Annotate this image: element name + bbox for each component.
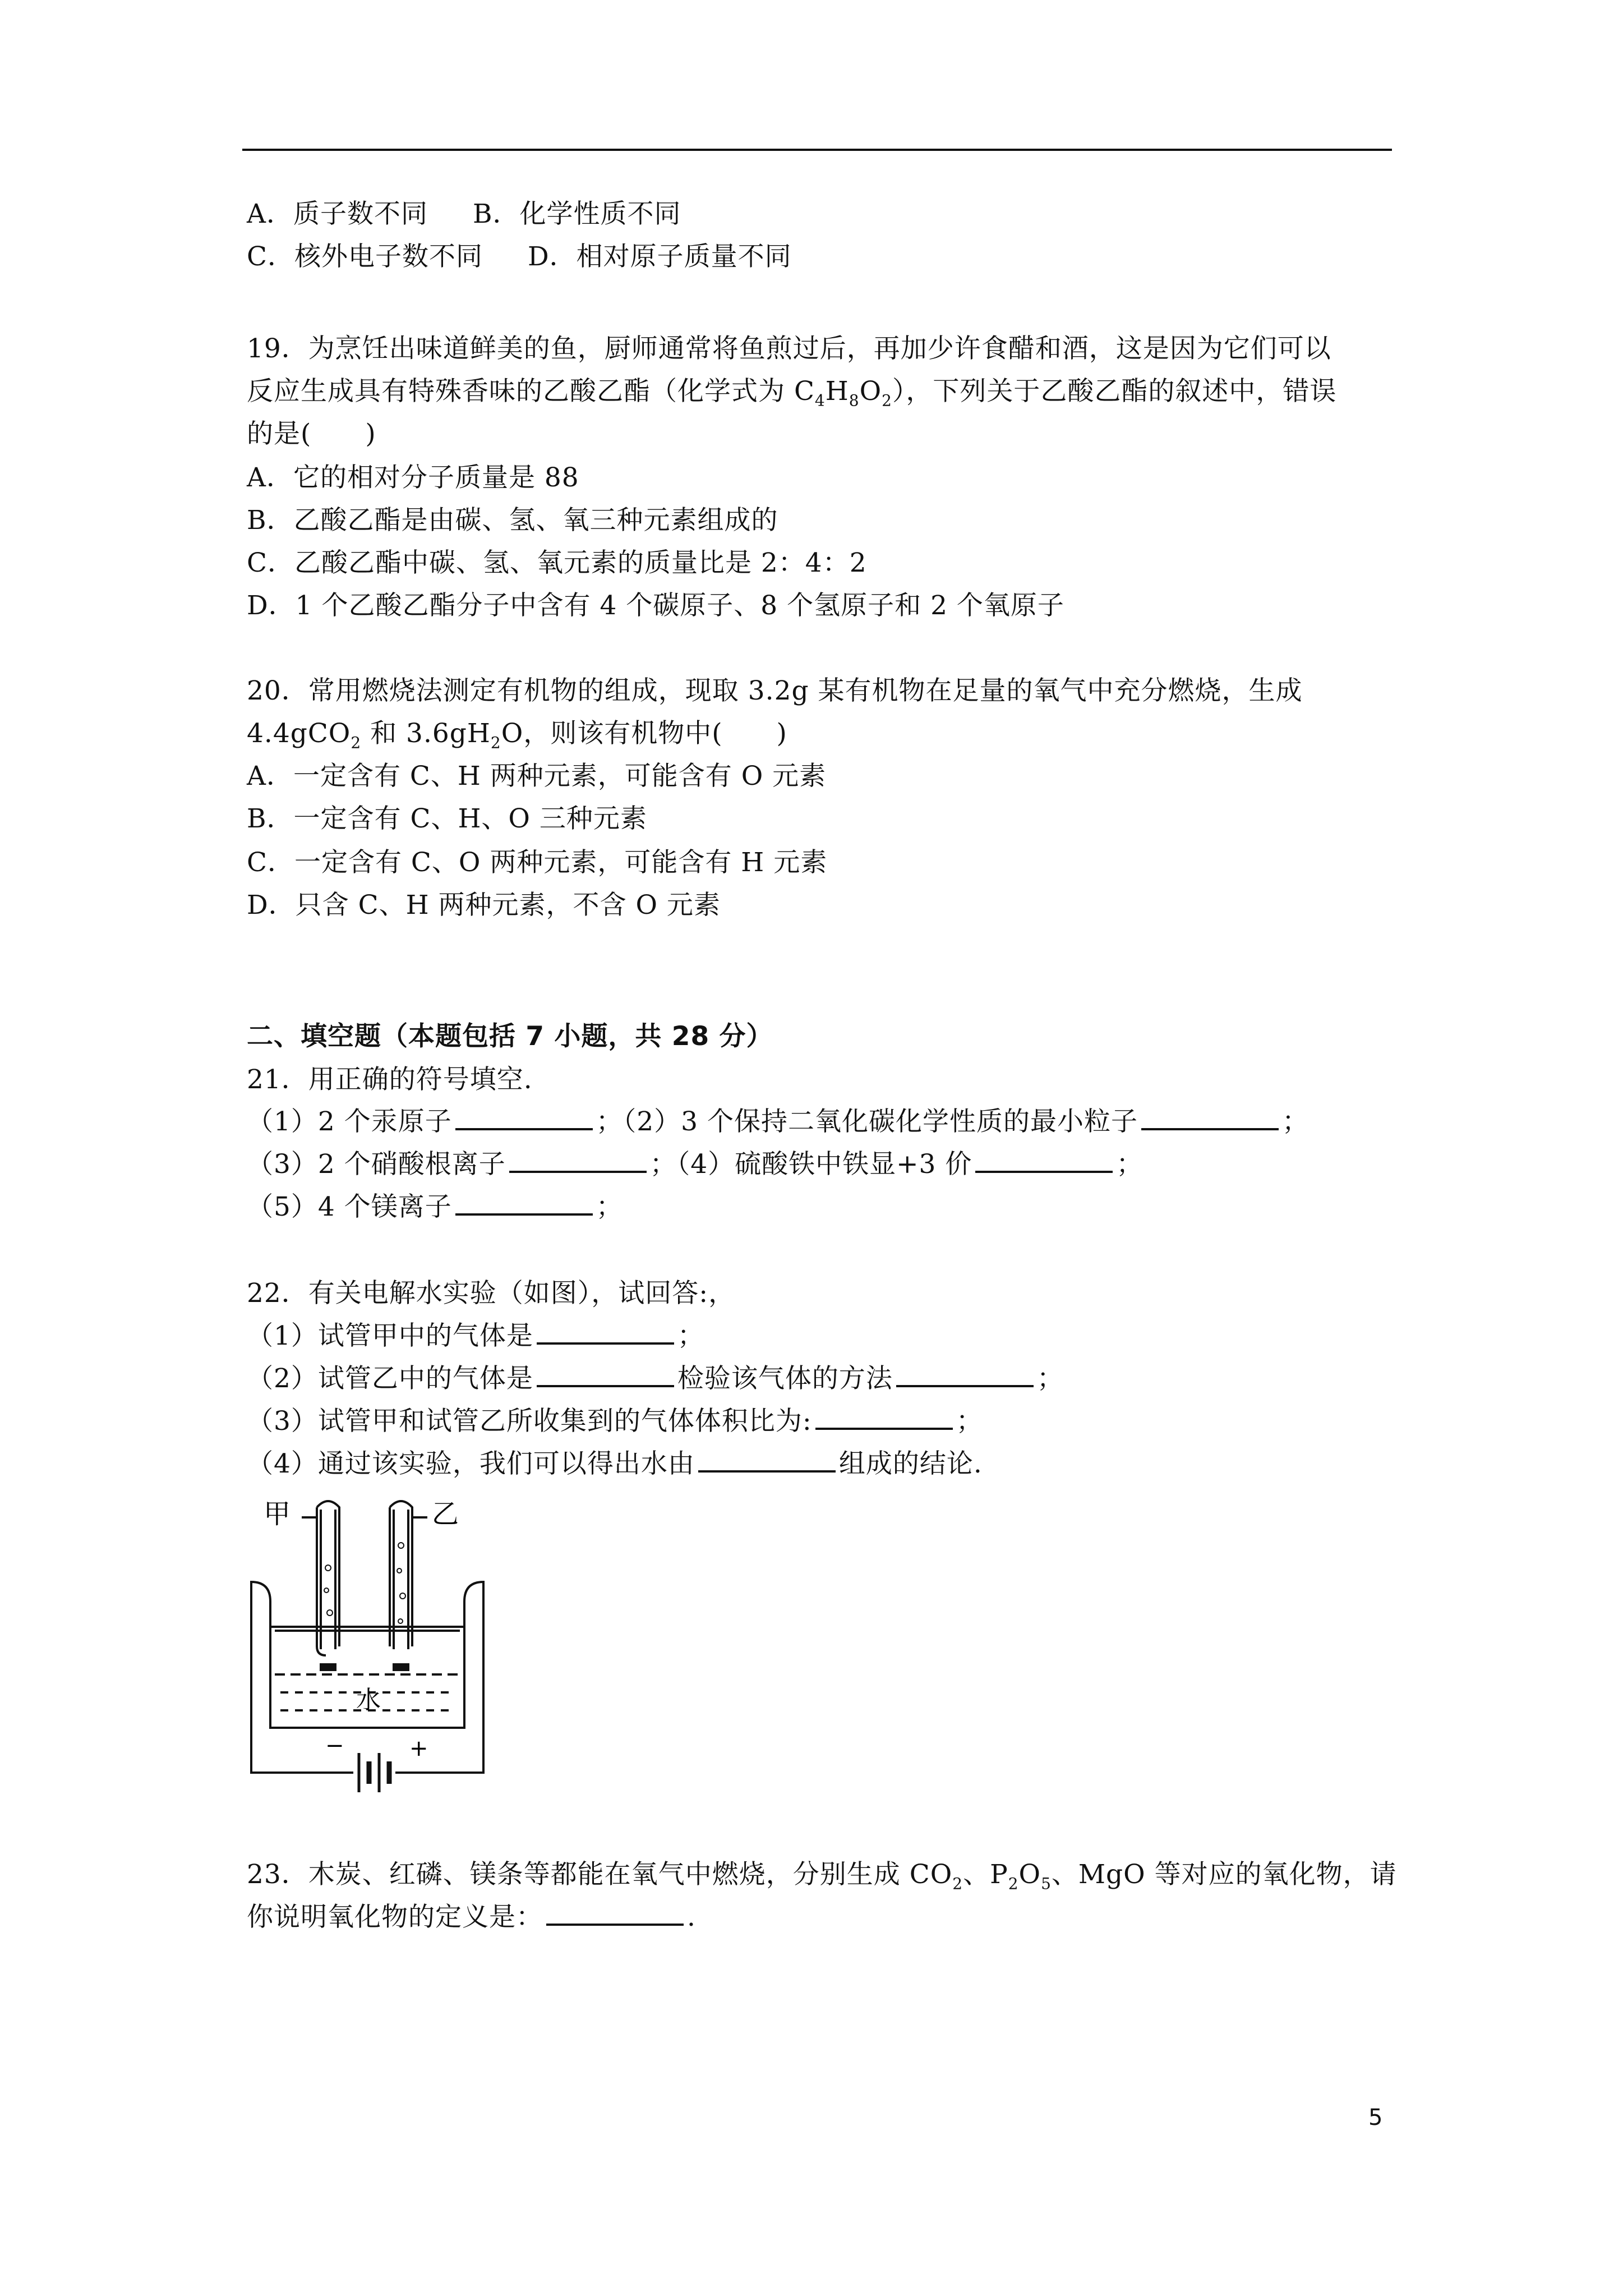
answer-blank[interactable]	[455, 1191, 593, 1216]
q19-stem-line2: 反应生成具有特殊香味的乙酸乙酯（化学式为 $C_4H_8O_2$），下列关于乙酸乙酯的叙述中，错误	[247, 376, 1337, 410]
option-d: D．相对原子质量不同	[527, 241, 792, 272]
q21-row1: （1）2 个汞原子 ；（2）3 个保持二氧化碳化学性质的最小粒子 ；	[247, 1106, 1309, 1137]
option-row	[247, 197, 681, 231]
q19-stem-line1: 19．为烹饪出味道鲜美的鱼，厨师通常将鱼煎过后，再加少许食醋和酒，这是因为它们可以	[247, 333, 1331, 364]
q20-option-d: D．只含 C、H 两种元素，不含 O 元素	[247, 890, 721, 921]
q22-row3: （3）试管甲和试管乙所收集到的气体体积比为: ；	[247, 1406, 983, 1437]
electrolysis-diagram	[241, 1489, 505, 1803]
q21-row2: （3）2 个硝酸根离子 ；（4）硫酸铁中铁显+3 价 ；	[247, 1149, 1144, 1180]
q19-option-b: B．乙酸乙酯是由碳、氢、氧三种元素组成的	[247, 505, 778, 536]
label-jia: 甲	[264, 1498, 291, 1530]
q19-stem-line3: 的是( )	[247, 418, 376, 449]
q20-option-b: B．一定含有 C、H、O 三种元素	[247, 803, 647, 834]
q19-option-a: A．它的相对分子质量是 88	[247, 462, 579, 493]
header-rule	[242, 149, 1392, 151]
answer-blank[interactable]	[509, 1148, 647, 1173]
answer-blank[interactable]	[1141, 1106, 1279, 1130]
label-minus: −	[325, 1733, 344, 1759]
page-number: 5	[1368, 2105, 1383, 2131]
q20-option-c: C．一定含有 C、O 两种元素，可能含有 H 元素	[247, 847, 828, 878]
label-yi: 乙	[432, 1498, 459, 1530]
answer-blank[interactable]	[537, 1320, 674, 1345]
q23-line2: 你说明氧化物的定义是： .	[247, 1902, 696, 1932]
q21-title: 21．用正确的符号填空.	[247, 1064, 533, 1095]
answer-blank[interactable]	[896, 1363, 1034, 1387]
option-row	[247, 240, 792, 274]
label-water: 水	[356, 1686, 381, 1714]
answer-blank[interactable]	[698, 1448, 836, 1473]
section-heading: 二、填空题（本题包括 7 小题，共 28 分）	[247, 1021, 773, 1052]
answer-blank[interactable]	[815, 1405, 953, 1430]
option-a: A．质子数不同	[247, 199, 428, 229]
answer-blank[interactable]	[975, 1148, 1113, 1173]
option-b: B．化学性质不同	[472, 199, 681, 229]
answer-blank[interactable]	[537, 1363, 674, 1387]
label-plus: +	[409, 1736, 428, 1761]
q23-line1: 23．木炭、红磷、镁条等都能在氧气中燃烧，分别生成 $CO_2$、$P_2O_5$、MgO 等对应的氧化物，请	[247, 1859, 1397, 1893]
answer-blank[interactable]	[455, 1106, 593, 1130]
q21-row3: （5）4 个镁离子 ；	[247, 1191, 623, 1222]
q19-option-d: D．1 个乙酸乙酯分子中含有 4 个碳原子、8 个氢原子和 2 个氧原子	[247, 590, 1064, 621]
q20-stem-line1: 20．常用燃烧法测定有机物的组成，现取 3.2g 某有机物在足量的氧气中充分燃烧，生成	[247, 675, 1303, 706]
q22-title: 22．有关电解水实验（如图），试回答:，	[247, 1278, 736, 1309]
answer-blank[interactable]	[546, 1901, 684, 1926]
q22-row1: （1）试管甲中的气体是 ；	[247, 1320, 704, 1351]
q22-row4: （4）通过该实验，我们可以得出水由 组成的结论.	[247, 1448, 983, 1479]
q22-row2: （2）试管乙中的气体是 检验该气体的方法 ；	[247, 1363, 1064, 1394]
option-c: C．核外电子数不同	[247, 241, 483, 272]
q19-option-c: C．乙酸乙酯中碳、氢、氧元素的质量比是 2：4：2	[247, 547, 867, 578]
q20-option-a: A．一定含有 C、H 两种元素，可能含有 O 元素	[247, 761, 827, 792]
q20-stem-line2: 4.4gCO$_2$ 和 $3.6gH_2O$，则该有机物中( )	[247, 718, 787, 752]
